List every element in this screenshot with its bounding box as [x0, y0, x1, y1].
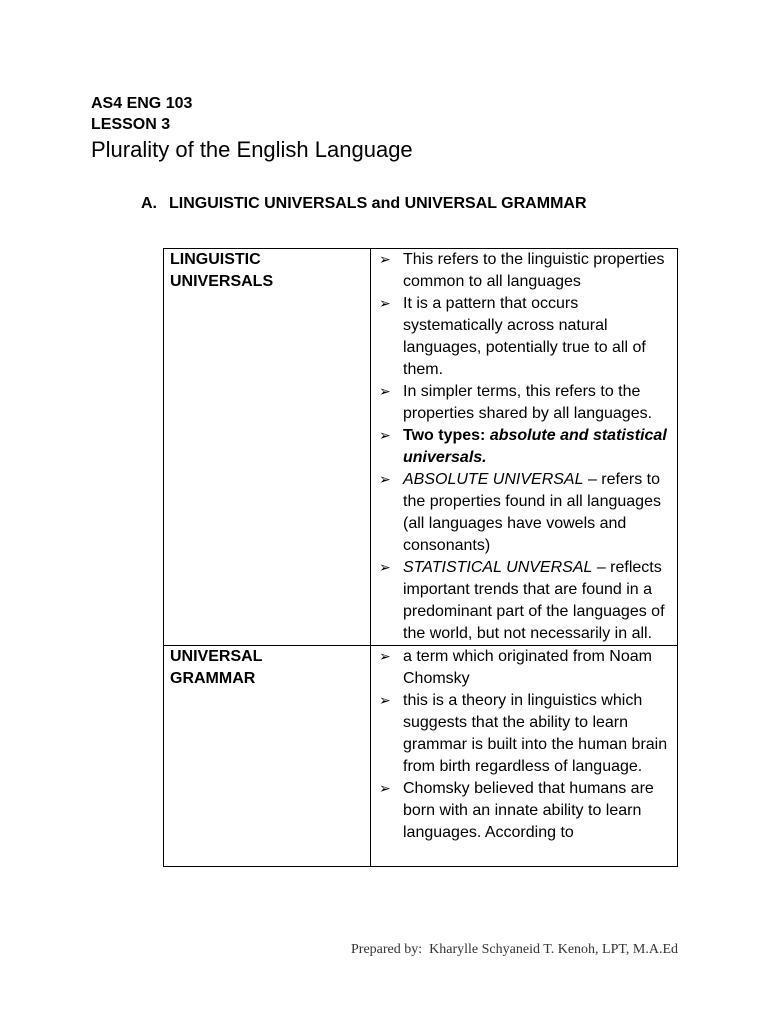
term-cell	[164, 646, 371, 867]
arrowhead-bullet-icon: ➢	[379, 252, 391, 268]
definition-cell	[371, 646, 678, 867]
arrowhead-bullet-icon: ➢	[379, 472, 391, 488]
bullet-list	[379, 646, 673, 844]
table-row	[164, 249, 678, 646]
term-label: LINGUISTIC UNIVERSALS	[170, 251, 274, 290]
list-item: ➢ this is a theory in linguistics which suggests that the ability to learn grammar is built into the human brain from birth regardless of language.	[379, 692, 668, 775]
definition-cell	[371, 249, 678, 646]
arrowhead-bullet-icon: ➢	[379, 693, 391, 709]
section-letter: A.	[141, 195, 157, 212]
list-item: ➢ This refers to the linguistic properties common to all languages	[379, 251, 665, 290]
list-item: ➢ STATISTICAL UNVERSAL – reflects important trends that are found in a predominant part of the languages of the world, but not necessarily in all.	[379, 559, 665, 642]
section-heading-text: LINGUISTIC UNIVERSALS and UNIVERSAL GRAMMAR	[169, 195, 587, 212]
section-heading	[141, 193, 587, 215]
list-item: ➢ a term which originated from Noam Chomsky	[379, 648, 652, 687]
list-item: ➢ It is a pattern that occurs systematically across natural languages, potentially true to all of them.	[379, 295, 646, 378]
list-item: ➢ Two types: absolute and statistical universals.	[379, 427, 667, 466]
term-label: UNIVERSAL GRAMMAR	[170, 648, 263, 687]
prepared-by-footer: Prepared by: Kharylle Schyaneid T. Kenoh, LPT, M.A.Ed	[351, 942, 678, 957]
terms-table	[163, 248, 678, 867]
arrowhead-bullet-icon: ➢	[379, 428, 391, 444]
page-title: Plurality of the English Language	[91, 137, 413, 162]
term-cell	[164, 249, 371, 646]
arrowhead-bullet-icon: ➢	[379, 649, 391, 665]
arrowhead-bullet-icon: ➢	[379, 384, 391, 400]
list-item: ➢ Chomsky believed that humans are born with an innate ability to learn languages. According to	[379, 780, 654, 841]
list-item: ➢ In simpler terms, this refers to the properties shared by all languages.	[379, 383, 653, 422]
arrowhead-bullet-icon: ➢	[379, 781, 391, 797]
arrowhead-bullet-icon: ➢	[379, 560, 391, 576]
lesson-number: LESSON 3	[91, 116, 171, 133]
list-item: ➢ ABSOLUTE UNIVERSAL – refers to the properties found in all languages (all languages have vowels and consonants)	[379, 471, 661, 554]
bullet-list	[379, 249, 673, 645]
course-code: AS4 ENG 103	[91, 95, 193, 112]
table-row	[164, 646, 678, 867]
arrowhead-bullet-icon: ➢	[379, 296, 391, 312]
